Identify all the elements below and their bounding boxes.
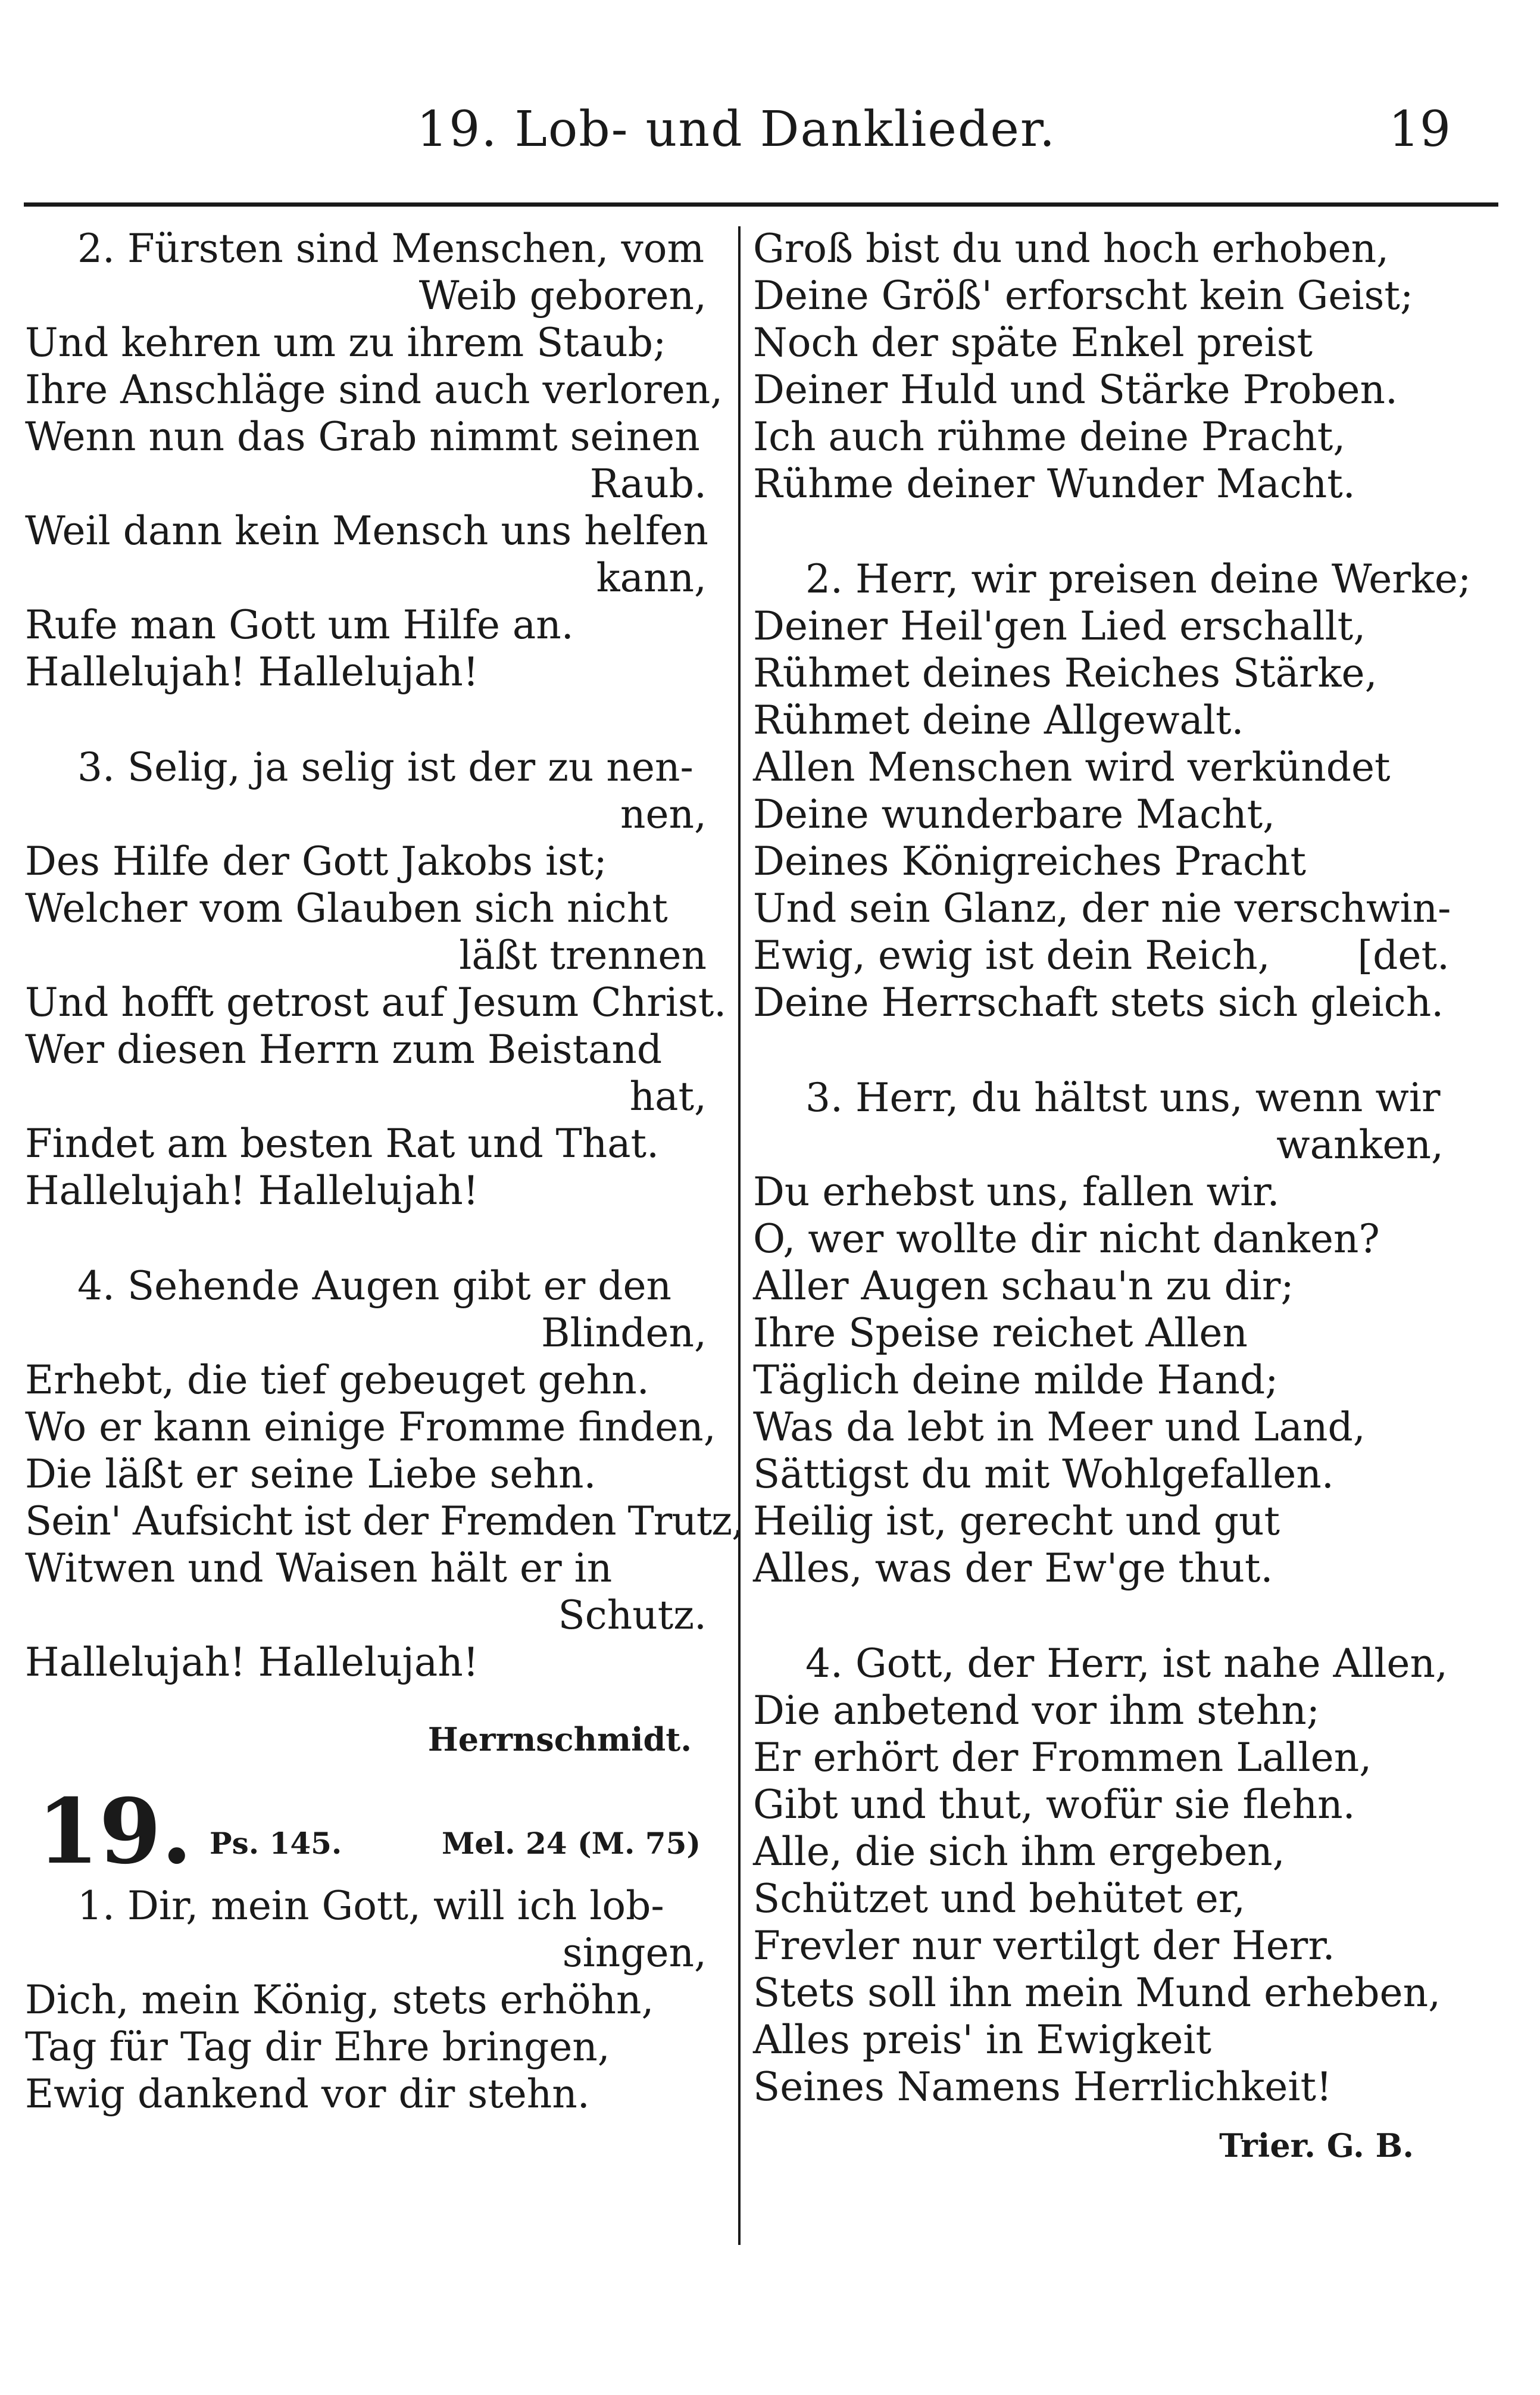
verse-line: Deine Herrschaft stets sich gleich. <box>753 980 1444 1025</box>
verse-line: Ihre Speise reichet Allen <box>753 1310 1248 1356</box>
verse-line: Frevler nur vertilgt der Herr. <box>753 1923 1335 1969</box>
verse-line: Deiner Huld und Stärke Proben. <box>753 367 1398 413</box>
verse-line: hat, <box>629 1074 707 1119</box>
verse-line: Alle, die sich ihm ergeben, <box>753 1829 1285 1875</box>
left-stanza-1 <box>25 1882 724 2118</box>
verse-line: Tag für Tag dir Ehre bringen, <box>25 2024 610 2070</box>
verse-line: Welcher vom Glauben sich nicht <box>25 885 668 931</box>
verse-line: 2. Herr, wir preisen deine Werke; <box>805 556 1472 602</box>
verse-line: 4. Gott, der Herr, ist nahe Allen, <box>805 1641 1448 1686</box>
page-header <box>0 101 1540 167</box>
page-number: 19 <box>1388 101 1451 158</box>
right-stanza-1-continued <box>753 225 1461 507</box>
verse-line: nen, <box>620 791 707 837</box>
verse-line: Rühme deiner Wunder Macht. <box>753 461 1355 507</box>
verse-line: wanken, <box>1276 1122 1444 1168</box>
verse-line: Ich auch rühme deine Pracht, <box>753 414 1346 460</box>
verse-line: Raub. <box>589 461 707 507</box>
verse-line: Sättigst du mit Wohlgefallen. <box>753 1451 1334 1497</box>
verse-line: Alles preis' in Ewigkeit <box>753 2017 1212 2063</box>
verse-line: 2. Fürsten sind Menschen, vom <box>77 226 705 272</box>
verse-line: Hallelujah! Hallelujah! <box>25 1168 479 1214</box>
right-stanza-2 <box>753 556 1472 1026</box>
left-stanza-2 <box>25 225 724 696</box>
verse-line: 4. Sehende Augen gibt er den <box>77 1263 672 1309</box>
verse-line: Wo er kann einige Fromme finden, <box>25 1404 716 1450</box>
verse-line: Weil dann kein Mensch uns helfen <box>25 508 708 554</box>
verse-line: Allen Menschen wird verkündet <box>753 744 1391 790</box>
right-column <box>753 225 1472 2169</box>
verse-line: Du erhebst uns, fallen wir. <box>753 1169 1280 1215</box>
verse-line: Die anbetend vor ihm stehn; <box>753 1688 1320 1733</box>
psalm-reference: Ps. 145. <box>210 1826 342 1861</box>
verse-line: Findet am besten Rat und That. <box>25 1121 660 1167</box>
verse-line: 3. Herr, du hältst uns, wenn wir <box>805 1075 1441 1121</box>
left-stanza-3 <box>25 744 727 1214</box>
running-title: 19. Lob- und Danklieder. <box>417 101 1057 158</box>
left-stanza-4 <box>25 1262 744 1686</box>
verse-line: Deine Größ' erforscht kein Geist; <box>753 273 1414 319</box>
verse-line: Stets soll ihn mein Mund erheben, <box>753 1970 1441 2016</box>
verse-line: Rühmet deine Allgewalt. <box>753 697 1244 743</box>
right-stanza-4 <box>753 1640 1461 2110</box>
header-rule <box>24 202 1498 207</box>
verse-line: Aller Augen schau'n zu dir; <box>753 1263 1294 1309</box>
verse-line: Erhebt, die tief gebeuget gehn. <box>25 1357 649 1403</box>
verse-line: Dich, mein König, stets erhöhn, <box>25 1977 654 2023</box>
melody-reference: Mel. 24 (M. 75) <box>442 1826 701 1861</box>
verse-line: Deine wunderbare Macht, <box>753 791 1276 837</box>
verse-line: Rühmet deines Reiches Stärke, <box>753 650 1377 696</box>
verse-line: Heilig ist, gerecht und gut <box>753 1498 1280 1544</box>
verse-line: Ihre Anschläge sind auch verloren, <box>25 367 723 413</box>
column-divider <box>738 226 741 2245</box>
hymn-author: Herrnschmidt. <box>427 1720 692 1758</box>
verse-line: Hallelujah! Hallelujah! <box>25 649 479 695</box>
verse-line: Gibt und thut, wofür sie flehn. <box>753 1782 1355 1828</box>
verse-line: Alles, was der Ew'ge thut. <box>753 1545 1273 1591</box>
hymn-number: 19. <box>37 1779 192 1884</box>
verse-line: Ewig dankend vor dir stehn. <box>25 2071 590 2117</box>
verse-line: Hallelujah! Hallelujah! <box>25 1639 479 1685</box>
verse-line: Deines Königreiches Pracht <box>753 838 1307 884</box>
verse-line: Noch der späte Enkel preist <box>753 320 1313 366</box>
verse-line: Rufe man Gott um Hilfe an. <box>25 602 574 648</box>
verse-line: Die läßt er seine Liebe sehn. <box>25 1451 596 1497</box>
verse-line: O, wer wollte dir nicht danken? <box>753 1216 1380 1262</box>
right-stanza-3 <box>753 1074 1461 1592</box>
verse-line: Und sein Glanz, der nie verschwin- <box>753 885 1451 931</box>
verse-line: läßt trennen <box>459 933 707 978</box>
verse-line: Und hofft getrost auf Jesum Christ. <box>25 980 727 1025</box>
verse-line: Täglich deine milde Hand; <box>753 1357 1279 1403</box>
left-column <box>25 225 744 2166</box>
verse-line: Des Hilfe der Gott Jakobs ist; <box>25 838 607 884</box>
verse-line: Sein' Aufsicht ist der Fremden Trutz, <box>25 1498 744 1544</box>
verse-line: Deiner Heil'gen Lied erschallt, <box>753 603 1366 649</box>
verse-line: 1. Dir, mein Gott, will ich lob- <box>77 1883 664 1929</box>
verse-line: singen, <box>562 1930 707 1976</box>
verse-line: Was da lebt in Meer und Land, <box>753 1404 1366 1450</box>
verse-line: Er erhört der Frommen Lallen, <box>753 1735 1372 1780</box>
verse-line: Weib geboren, <box>418 273 707 319</box>
verse-line: Blinden, <box>541 1310 707 1356</box>
verse-line: Und kehren um zu ihrem Staub; <box>25 320 667 366</box>
hymn-source: Trier. G. B. <box>1219 2126 1414 2165</box>
verse-line: Ewig, ewig ist dein Reich, [det. <box>753 933 1450 978</box>
verse-line: Groß bist du und hoch erhoben, <box>753 226 1389 272</box>
verse-line: Witwen und Waisen hält er in <box>25 1545 613 1591</box>
verse-line: Wenn nun das Grab nimmt seinen <box>25 414 700 460</box>
hymn-heading <box>25 1779 724 1884</box>
verse-line: 3. Selig, ja selig ist der zu nen- <box>77 744 694 790</box>
verse-line: Wer diesen Herrn zum Beistand <box>25 1027 663 1072</box>
verse-line: kann, <box>596 555 707 601</box>
verse-line: Seines Namens Herrlichkeit! <box>753 2064 1332 2110</box>
verse-line: Schützet und behütet er, <box>753 1876 1246 1922</box>
verse-line: Schutz. <box>558 1592 707 1638</box>
